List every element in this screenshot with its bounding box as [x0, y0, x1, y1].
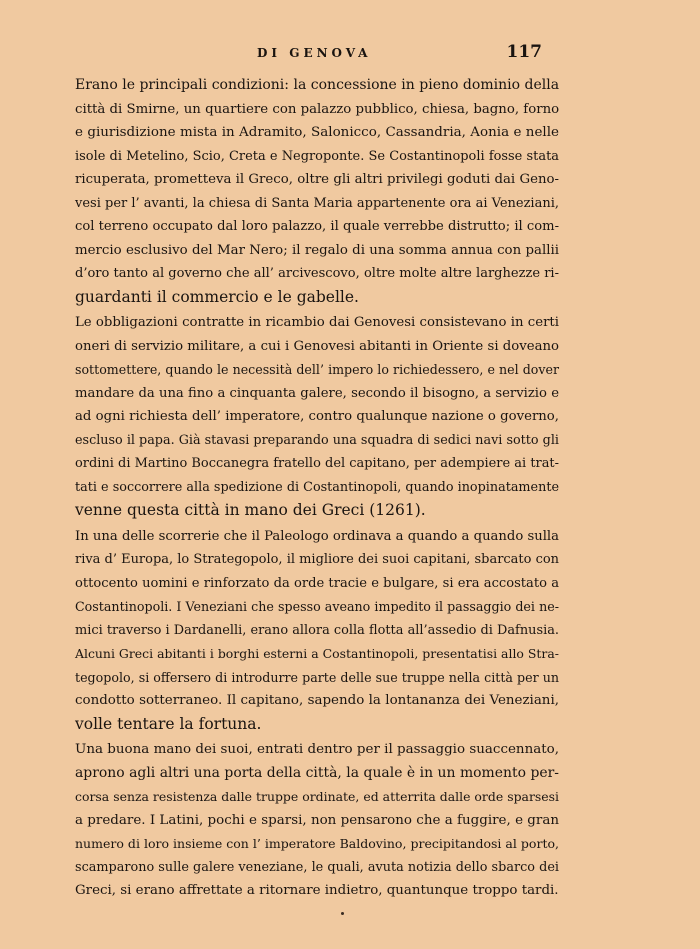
text-line: ordini di Martino Boccanegra fratello del capitano, per adempiere ai trat- [75, 456, 559, 471]
text-line: guardanti il commercio e le gabelle. [75, 287, 359, 306]
text-line: d’oro tanto al governo che all’ arcivescovo, oltre molte altre larghezze ri- [75, 266, 559, 281]
text-line: e giurisdizione mista in Adramito, Salonicco, Cassandria, Aonia e nelle [75, 125, 559, 140]
text-line: scamparono sulle galere veneziane, le quali, avuta notizia dello sbarco dei [75, 859, 559, 875]
text-line: tegopolo, si offersero di introdurre parte delle sue truppe nella città per un [75, 669, 559, 685]
text-line: volle tentare la fortuna. [75, 714, 262, 733]
text-line: mercio esclusivo del Mar Nero; il regalo di una somma annua con pallii [75, 242, 559, 258]
page-number: 117 [506, 42, 542, 62]
text-line: condotto sotterraneo. Il capitano, sapendo la lontananza dei Veneziani, [75, 693, 559, 708]
text-line: Una buona mano dei suoi, entrati dentro per il passaggio suaccennato, [75, 742, 559, 757]
paragraph [75, 738, 559, 903]
text-line: Costantinopoli. I Veneziani che spesso aveano impedito il passaggio dei ne- [75, 599, 559, 614]
text-line: riva d’ Europa, lo Strategopolo, il migliore dei suoi capitani, sbarcato con [75, 552, 559, 567]
text-line: Le obbligazioni contratte in ricambio dai Genovesi consistevano in certi [75, 315, 559, 330]
text-line: numero di loro insieme con l’ imperatore Baldovino, precipitandosi al porto, [75, 836, 559, 851]
text-line: ottocento uomini e rinforzato da orde tracie e bulgare, si era accostato a [75, 575, 559, 591]
body-text [75, 74, 559, 903]
text-line: escluso il papa. Già stavasi preparando una squadra di sedici navi sotto gli [75, 432, 559, 448]
text-line: corsa senza resistenza dalle truppe ordinate, ed atterrita dalle orde sparsesi [75, 789, 559, 804]
text-line: aprono agli altri una porta della città, la quale è in un momento per- [75, 764, 559, 781]
paragraph [75, 74, 559, 309]
text-line: venne questa città in mano dei Greci (1261). [75, 501, 426, 519]
text-line: città di Smirne, un quartiere con palazzo pubblico, chiesa, bagno, forno [75, 101, 560, 117]
running-head: DI GENOVA [257, 46, 372, 60]
text-line: a predare. I Latini, pochi e sparsi, non pensarono che a fuggire, e gran [75, 812, 559, 828]
paragraph [75, 311, 559, 523]
page-header [0, 42, 700, 66]
footer-mark [341, 912, 344, 915]
text-line: ricuperata, prometteva il Greco, oltre gli altri privilegi goduti dai Geno- [75, 172, 559, 187]
text-line: tati e soccorrere alla spedizione di Costantinopoli, quando inopinatamente [75, 479, 559, 495]
text-line: mandare da una fino a cinquanta galere, secondo il bisogno, a servizio e [75, 385, 559, 401]
text-line: oneri di servizio militare, a cui i Genovesi abitanti in Oriente si doveano [75, 338, 559, 354]
text-line: Alcuni Greci abitanti i borghi esterni a Costantinopoli, presentatisi allo Stra- [75, 646, 559, 661]
text-line: vesi per l’ avanti, la chiesa di Santa Maria appartenente ora ai Veneziani, [75, 195, 559, 211]
text-line: mici traverso i Dardanelli, erano allora colla flotta all’assedio di Dafnusia. [75, 622, 559, 638]
paragraph [75, 525, 559, 737]
text-line: In una delle scorrerie che il Paleologo ordinava a quando a quando sulla [75, 528, 559, 544]
text-line: Greci, si erano affrettate a ritornare indietro, quantunque troppo tardi. [75, 883, 559, 898]
text-line: ad ogni richiesta dell’ imperatore, contro qualunque nazione o governo, [75, 409, 559, 424]
text-line: isole di Metelino, Scio, Creta e Negroponte. Se Costantinopoli fosse stata [75, 148, 559, 164]
text-line: col terreno occupato dal loro palazzo, il quale verrebbe distrutto; il com- [75, 219, 559, 234]
text-line: sottomettere, quando le necessità dell’ impero lo richiedessero, e nel dover [75, 362, 559, 377]
text-line: Erano le principali condizioni: la concessione in pieno dominio della [75, 77, 560, 93]
